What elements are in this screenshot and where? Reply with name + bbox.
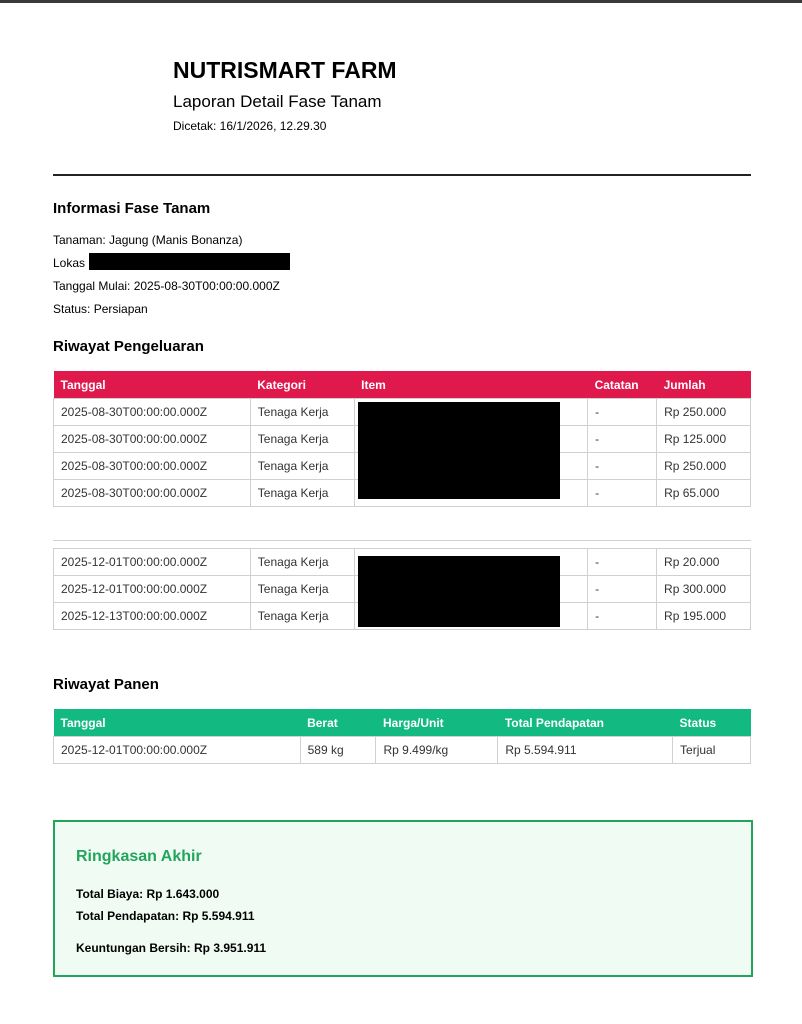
report-subtitle: Laporan Detail Fase Tanam <box>173 92 382 111</box>
col-header: Total Pendapatan <box>498 709 673 737</box>
cell-date: 2025-08-30T00:00:00.000Z <box>54 399 251 426</box>
cell-note: - <box>588 426 657 453</box>
summary-total-cost: Total Biaya: Rp 1.643.000 <box>76 887 220 901</box>
cell-date: 2025-12-13T00:00:00.000Z <box>54 603 251 630</box>
cell-revenue: Rp 5.594.911 <box>498 737 673 764</box>
col-header: Catatan <box>588 371 657 399</box>
cell-category: Tenaga Kerja <box>250 399 354 426</box>
info-start-date: Tanggal Mulai: 2025-08-30T00:00:00.000Z <box>53 279 280 293</box>
harvest-header-row <box>54 709 751 737</box>
cell-date: 2025-12-01T00:00:00.000Z <box>54 549 251 576</box>
cell-amount: Rp 195.000 <box>657 603 751 630</box>
info-section-title: Informasi Fase Tanam <box>53 200 211 217</box>
report-header <box>173 56 397 133</box>
cell-status: Terjual <box>673 737 751 764</box>
cell-amount: Rp 300.000 <box>657 576 751 603</box>
brand-title: NUTRISMART FARM <box>173 57 397 83</box>
cell-note: - <box>588 603 657 630</box>
cell-category: Tenaga Kerja <box>250 603 354 630</box>
cropped-row-fragment <box>53 532 751 544</box>
cell-date: 2025-12-01T00:00:00.000Z <box>54 737 301 764</box>
cell-note: - <box>588 576 657 603</box>
col-header: Jumlah <box>657 371 751 399</box>
cell-note: - <box>588 549 657 576</box>
header-divider <box>53 174 751 176</box>
cell-amount: Rp 65.000 <box>657 480 751 507</box>
cell-amount: Rp 250.000 <box>657 453 751 480</box>
redaction-block <box>89 253 290 270</box>
col-header: Harga/Unit <box>376 709 498 737</box>
cell-amount: Rp 20.000 <box>657 549 751 576</box>
col-header: Tanggal <box>54 709 301 737</box>
col-header: Item <box>354 371 587 399</box>
redaction-block <box>358 402 560 499</box>
cell-category: Tenaga Kerja <box>250 576 354 603</box>
cell-category: Tenaga Kerja <box>250 480 354 507</box>
cell-category: Tenaga Kerja <box>250 426 354 453</box>
harvest-table <box>53 709 751 764</box>
cell-amount: Rp 125.000 <box>657 426 751 453</box>
cell-weight: 589 kg <box>300 737 376 764</box>
cell-note: - <box>588 480 657 507</box>
cell-date: 2025-08-30T00:00:00.000Z <box>54 480 251 507</box>
cell-date: 2025-12-01T00:00:00.000Z <box>54 576 251 603</box>
col-header: Berat <box>300 709 376 737</box>
cell-amount: Rp 250.000 <box>657 399 751 426</box>
info-plant: Tanaman: Jagung (Manis Bonanza) <box>53 233 243 247</box>
summary-net-profit: Keuntungan Bersih: Rp 3.951.911 <box>76 941 267 955</box>
cell-price: Rp 9.499/kg <box>376 737 498 764</box>
info-location: Lokas <box>53 256 86 270</box>
info-status: Status: Persiapan <box>53 302 148 316</box>
cell-date: 2025-08-30T00:00:00.000Z <box>54 453 251 480</box>
col-header: Status <box>673 709 751 737</box>
expenses-section-title: Riwayat Pengeluaran <box>53 338 204 355</box>
cell-note: - <box>588 399 657 426</box>
expenses-header-row <box>54 371 751 399</box>
summary-box <box>53 820 753 977</box>
cell-category: Tenaga Kerja <box>250 453 354 480</box>
top-border <box>0 0 802 3</box>
harvest-section-title: Riwayat Panen <box>53 676 159 693</box>
col-header: Tanggal <box>54 371 251 399</box>
summary-total-revenue: Total Pendapatan: Rp 5.594.911 <box>76 909 255 923</box>
cell-category: Tenaga Kerja <box>250 549 354 576</box>
table-row <box>54 737 751 764</box>
col-header: Kategori <box>250 371 354 399</box>
summary-title: Ringkasan Akhir <box>76 848 202 865</box>
cell-note: - <box>588 453 657 480</box>
redaction-block <box>358 556 560 627</box>
cell-date: 2025-08-30T00:00:00.000Z <box>54 426 251 453</box>
printed-timestamp: Dicetak: 16/1/2026, 12.29.30 <box>173 119 327 133</box>
